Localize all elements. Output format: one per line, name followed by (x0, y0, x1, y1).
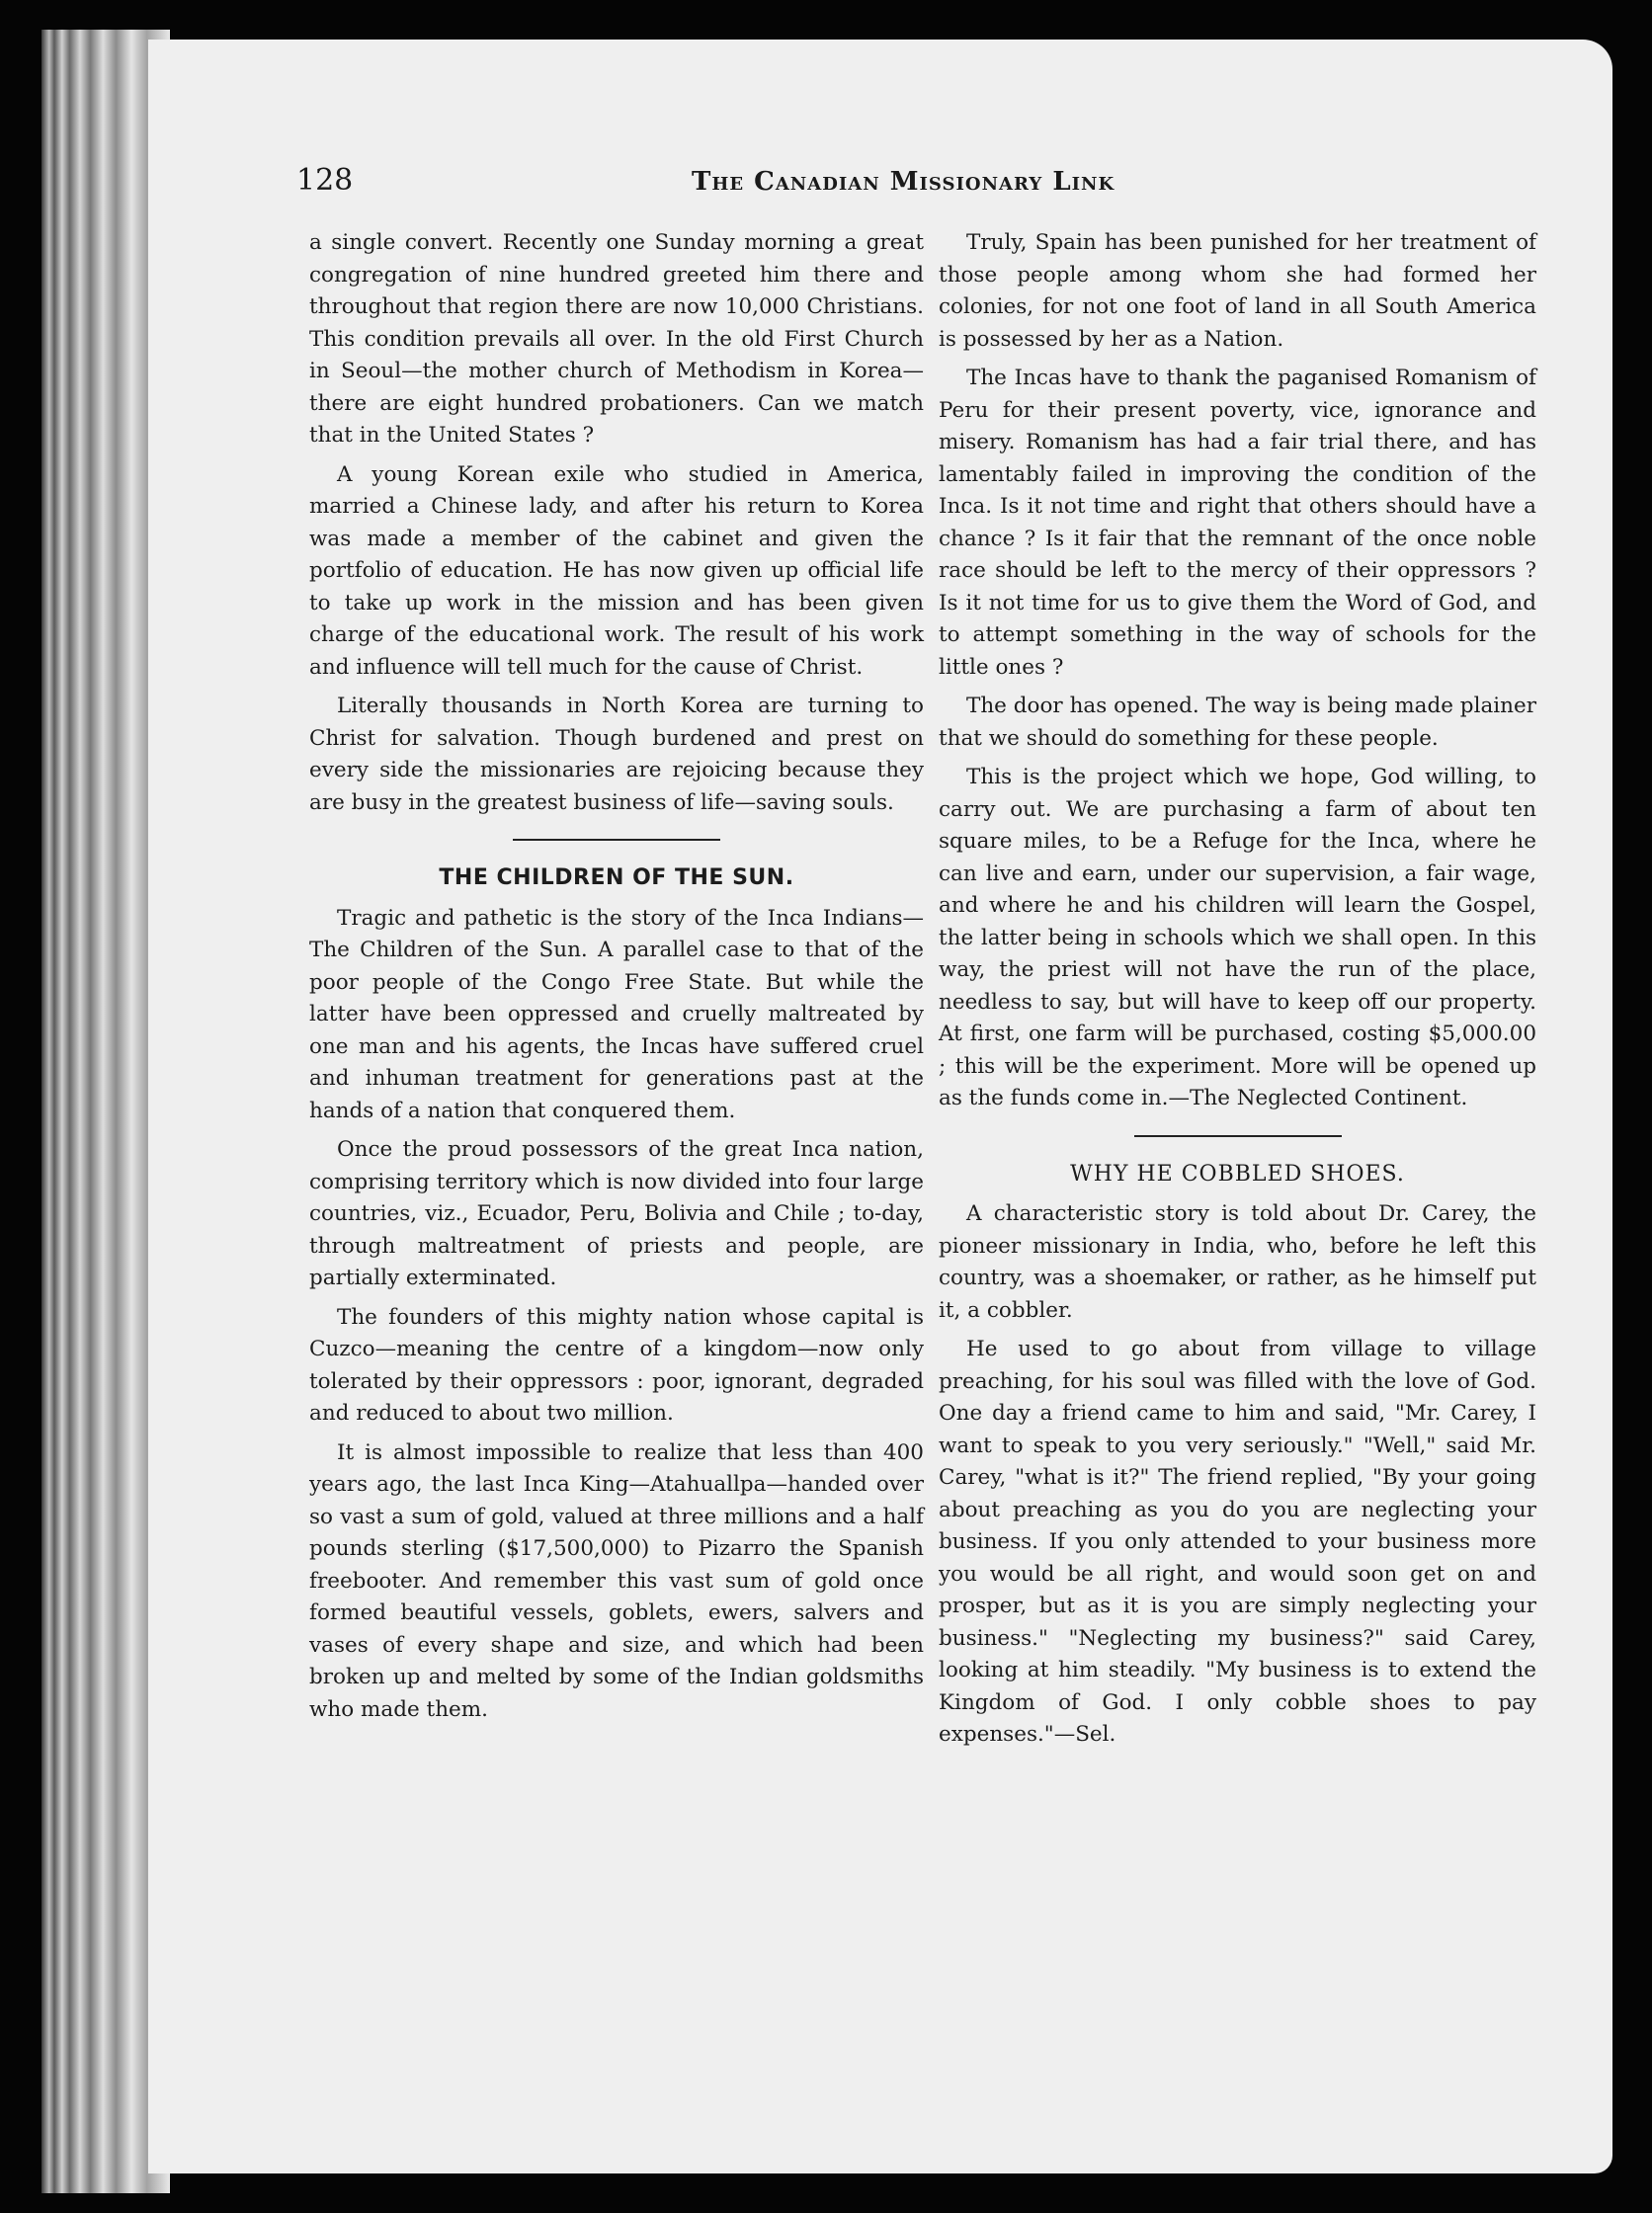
article-heading: WHY HE COBBLED SHOES. (1070, 1161, 1405, 1187)
paragraph: The founders of this mighty nation whose capital is Cuzco—meaning the centre of a kingdom—now only tolerated by their oppressors : poor, ignorant, degraded and reduced to about two million. (309, 1304, 924, 1426)
right-column (939, 227, 1536, 1759)
article-heading: THE CHILDREN OF THE SUN. (439, 865, 794, 890)
paragraph: a single convert. Recently one Sunday morning a great congregation of nine hundred greeted him there and throughout that region there are now 10,000 Christians. This condition prevails all over. In the old First Church in Seoul—the mother church of Methodism in Korea—there are eight hundred probationers. Can we match that in the United States ? (309, 230, 924, 448)
left-column (309, 227, 924, 1733)
paragraph: It is almost impossible to realize that less than 400 years ago, the last Inca King—Atahuallpa—handed over so vast a sum of gold, valued at three millions and a half pounds sterling ($17,500,000) to Pizarro the Spanish freebooter. And remember this vast sum of gold once formed beautiful vessels, goblets, ewers, salvers and vases of every shape and size, and which had been broken up and melted by some of the Indian goldsmiths who made them. (309, 1439, 924, 1722)
section-divider (1134, 1135, 1342, 1137)
paragraph: Literally thousands in North Korea are turning to Christ for salvation. Though burdened and prest on every side the missionaries are rejoicing because they are busy in the greatest business of life—saving souls. (309, 694, 924, 815)
paragraph: He used to go about from village to village preaching, for his soul was filled with the love of God. One day a friend came to him and said, "Mr. Carey, I want to speak to you very seriously." "Well," said Mr. Carey, "what is it?" The friend replied, "By your going about preaching as you do you are neglecting your business. If you only attended to your business more you would be all right, and would soon get on and prosper, but as it is you are simply neglecting your business." "Neglecting my business?" said Carey, looking at him steadily. "My business is to extend the Kingdom of God. I only cobble shoes to pay expenses."—Sel. (939, 1337, 1536, 1747)
paragraph: The door has opened. The way is being made plainer that we should do something for these people. (939, 694, 1536, 751)
journal-title: The Canadian Missionary Link (692, 167, 1115, 197)
paragraph: Truly, Spain has been punished for her treatment of those people among whom she had formed her colonies, for not one foot of land in all South America is possessed by her as a Nation. (939, 230, 1536, 352)
paragraph: Tragic and pathetic is the story of the Inca Indians—The Children of the Sun. A parallel case to that of the poor people of the Congo Free State. But while the latter have been oppressed and cruelly maltreated by one man and his agents, the Incas have suffered cruel and inhuman treatment for generations past at the hands of a nation that conquered them. (309, 905, 924, 1123)
paragraph: A young Korean exile who studied in America, married a Chinese lady, and after his return to Korea was made a member of the cabinet and given the portfolio of education. He has now given up official life to take up work in the mission and has been given charge of the educational work. The result of his work and influence will tell much for the cause of Christ. (309, 461, 924, 680)
section-divider (513, 839, 720, 841)
page-number: 128 (296, 163, 354, 198)
paragraph: Once the proud possessors of the great Inca nation, comprising territory which is now divided into four large countries, viz., Ecuador, Peru, Bolivia and Chile ; to-day, through maltreatment of priests and people, are partially exterminated. (309, 1137, 924, 1290)
paragraph: A characteristic story is told about Dr. Carey, the pioneer missionary in India, who, before he left this country, was a shoemaker, or rather, as he himself put it, a cobbler. (939, 1201, 1536, 1323)
page-header (296, 163, 1462, 203)
paragraph: The Incas have to thank the paganised Romanism of Peru for their present poverty, vice, ignorance and misery. Romanism has had a fair trial there, and has lamentably failed in improving the condition of the Inca. Is it not time and right that others should have a chance ? Is it fair that the remnant of the once noble race should be left to the mercy of their oppressors ? Is it not time for us to give them the Word of God, and to attempt something in the way of schools for the little ones ? (939, 366, 1536, 680)
paragraph: This is the project which we hope, God willing, to carry out. We are purchasing a farm of about ten square miles, to be a Refuge for the Inca, where he can live and earn, under our supervision, a fair wage, and where he and his children will learn the Gospel, the latter being in schools which we shall open. In this way, the priest will not have the run of the place, needless to say, but will have to keep off our property. At first, one farm will be purchased, costing $5,000.00 ; this will be the experiment. More will be opened up as the funds come in.—The Neglected Continent. (939, 765, 1536, 1110)
